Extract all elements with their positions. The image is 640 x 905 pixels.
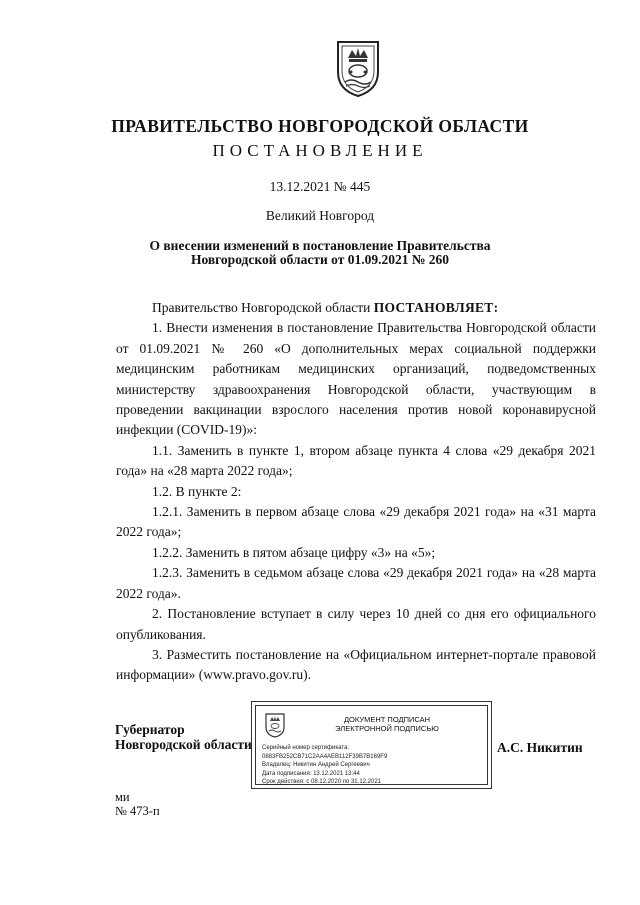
intro-emphasis: ПОСТАНОВЛЯЕТ:	[373, 300, 499, 315]
stamp-coat-of-arms-icon	[264, 712, 286, 738]
document-body	[116, 298, 596, 686]
signatory-title-line-1: Губернатор	[115, 722, 185, 737]
stamp-details	[262, 744, 490, 787]
paragraph-1-2-2: 1.2.2. Заменить в пятом абзаце цифру «3» на «5»;	[152, 544, 436, 560]
stamp-heading-line-2: ЭЛЕКТРОННОЙ ПОДПИСЬЮ	[335, 724, 439, 733]
subject-line-1: О внесении изменений в постановление Правительства	[149, 238, 491, 253]
stamp-detail-line: Владелец: Никитин Андрей Сергеевич	[262, 762, 370, 769]
stamp-detail-line: Срок действия: с 08.12.2020 по 31.12.2021	[262, 779, 382, 786]
paragraph-1-2: 1.2. В пункте 2:	[152, 483, 242, 499]
document-subject	[0, 239, 640, 267]
coat-of-arms-icon	[332, 38, 384, 98]
paragraph-3: 3. Разместить постановление на «Официальном интернет-портале правовой информации» (www.pravo.gov.ru).	[116, 646, 596, 683]
paragraph-2: 2. Постановление вступает в силу через 10 дней со дня его официального опубликования.	[116, 606, 596, 642]
organization-title: ПРАВИТЕЛЬСТВО НОВГОРОДСКОЙ ОБЛАСТИ	[111, 116, 529, 136]
signatory-title-line-2: Новгородской области	[115, 737, 252, 752]
signatory-name: А.С. Никитин	[497, 740, 583, 755]
paragraph-1: 1. Внести изменения в постановление Правительства Новгородской области от 01.09.2021 № 260 «О дополнительных мерах социальной поддержки медицинским работникам медицинских организаций, подведомственных министерству здравоохранения Новгородской области, участвующим в проведении вакцинации взрослого населения против новой коронавирусной инфекции (COVID-19)»:	[116, 320, 596, 438]
document-date-number: 13.12.2021 № 445	[269, 179, 371, 194]
subject-line-2: Новгородской области от 01.09.2021 № 260	[190, 252, 450, 267]
document-type: ПОСТАНОВЛЕНИЕ	[212, 141, 428, 160]
document-city: Великий Новгород	[265, 208, 375, 223]
intro-text: Правительство Новгородской области	[152, 300, 374, 315]
stamp-heading	[290, 715, 484, 733]
footer-registration	[115, 790, 160, 818]
stamp-inner-frame	[255, 705, 488, 785]
signatory-title	[115, 722, 252, 752]
paragraph-1-1: 1.1. Заменить в пункте 1, втором абзаце пункта 4 слова «29 декабря 2021 года» на «28 марта 2022 года»;	[116, 442, 596, 479]
paragraph-1-2-3: 1.2.3. Заменить в седьмом абзаце слова «29 декабря 2021 года» на «28 марта 2022 года».	[116, 565, 596, 601]
intro-paragraph	[116, 298, 596, 318]
footer-initials: ми	[115, 790, 130, 804]
stamp-detail-line: 0883FB252CB71C2AA4AEB112F39B7B169F9	[262, 753, 388, 760]
electronic-signature-stamp	[251, 701, 492, 789]
paragraph-1-2-1: 1.2.1. Заменить в первом абзаце слова «29 декабря 2021 года» на «31 марта 2022 года»;	[116, 504, 596, 540]
stamp-detail-line: Дата подписания: 13.12.2021 13:44	[262, 770, 360, 777]
footer-reg-number: № 473-п	[115, 804, 160, 818]
stamp-heading-line-1: ДОКУМЕНТ ПОДПИСАН	[343, 715, 431, 724]
stamp-detail-line: Серийный номер сертификата:	[262, 745, 350, 751]
